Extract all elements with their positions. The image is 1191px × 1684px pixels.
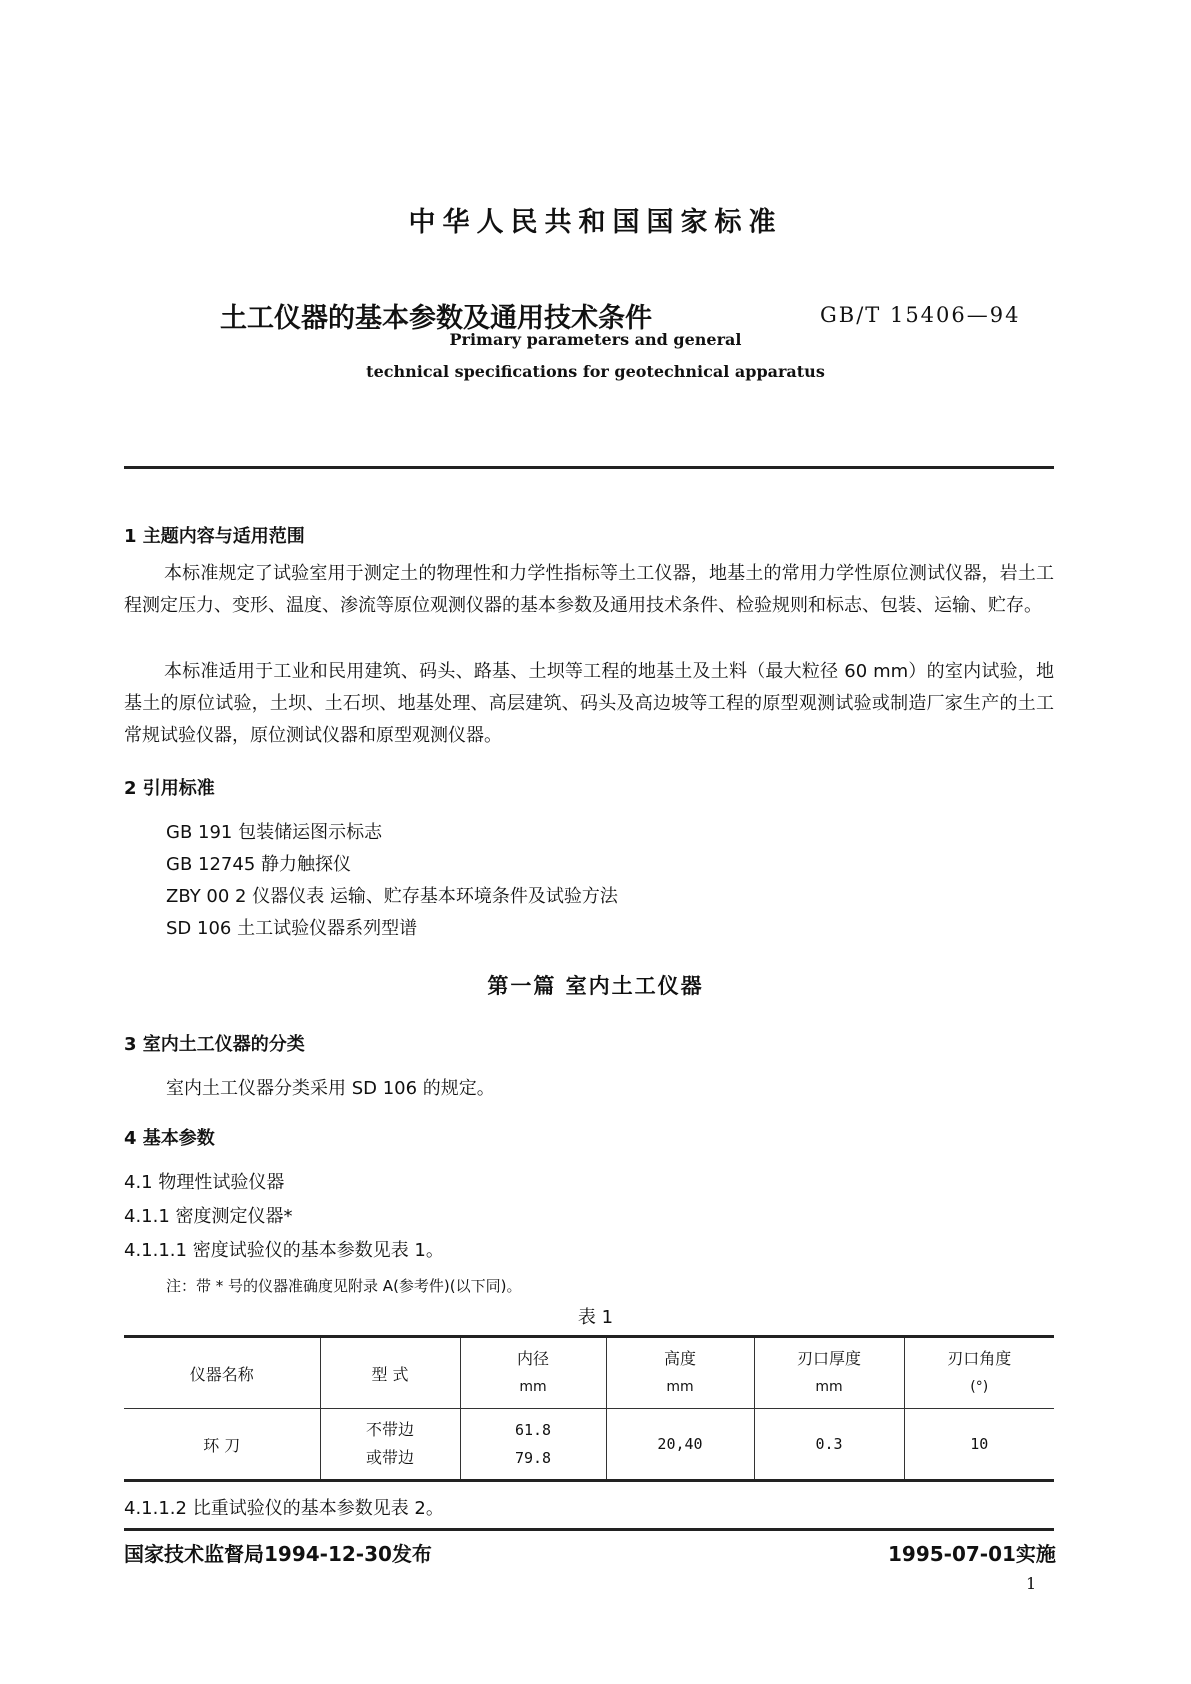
header-height-label: 高度 <box>663 1349 696 1368</box>
cell-type-line1: 不带边 <box>365 1420 414 1439</box>
page-number: 1 <box>1026 1574 1037 1593</box>
document-title-en-line2: technical specifications for geotechnical apparatus <box>366 362 825 381</box>
section-4-heading: 4 基本参数 <box>124 1128 215 1149</box>
document-title-zh: 土工仪器的基本参数及通用技术条件 <box>220 303 652 334</box>
header-edge-thickness <box>754 1337 904 1409</box>
header-divider <box>124 466 1054 469</box>
header-edge-thickness-label: 刃口厚度 <box>796 1349 861 1368</box>
table-row <box>124 1409 1054 1481</box>
table-header-row <box>124 1337 1054 1409</box>
note-text: 注：带 * 号的仪器准确度见附录 A(参考件)(以下同)。 <box>166 1277 522 1295</box>
header-edge-thickness-unit: mm <box>815 1379 843 1395</box>
section-2-heading: 2 引用标准 <box>124 778 215 799</box>
section-3-paragraph: 室内土工仪器分类采用 SD 106 的规定。 <box>166 1078 495 1099</box>
header-inner-diameter-label: 内径 <box>516 1349 549 1368</box>
section-1-heading: 1 主题内容与适用范围 <box>124 526 305 547</box>
footer-divider <box>124 1528 1054 1531</box>
document-title-en-line1: Primary parameters and general <box>449 330 742 349</box>
reference-item: SD 106 土工试验仪器系列型谱 <box>166 918 418 939</box>
section-4-1-1-2-text: 4.1.1.2 比重试验仪的基本参数见表 2。 <box>124 1498 444 1519</box>
header-edge-angle <box>904 1337 1054 1409</box>
table-1 <box>124 1335 1054 1482</box>
section-1-paragraph-1: 本标准规定了试验室用于测定土的物理性和力学性指标等土工仪器，地基土的常用力学性原位测试仪器，岩土工程测定压力、变形、温度、渗流等原位观测仪器的基本参数及通用技术条件、检验规则和标志、包装、运输、贮存。 <box>124 563 1054 616</box>
cell-edge-angle: 10 <box>904 1409 1054 1481</box>
reference-item: GB 12745 静力触探仪 <box>166 854 352 875</box>
national-standard-heading: 中华人民共和国国家标准 <box>408 207 783 238</box>
reference-item: GB 191 包装储运图示标志 <box>166 822 383 843</box>
section-4-1-1-heading: 4.1.1 密度测定仪器* <box>124 1206 293 1227</box>
issue-date: 国家技术监督局1994-12-30发布 <box>124 1542 432 1566</box>
header-instrument-name: 仪器名称 <box>189 1364 254 1384</box>
table-1-caption: 表 1 <box>577 1307 614 1328</box>
cell-inner-diameter-1: 61.8 <box>514 1421 552 1439</box>
section-4-1-heading: 4.1 物理性试验仪器 <box>124 1172 285 1193</box>
cell-height: 20,40 <box>606 1409 754 1481</box>
cell-type-line2: 或带边 <box>365 1448 414 1467</box>
cell-edge-thickness: 0.3 <box>754 1409 904 1481</box>
cell-instrument-name: 环 刀 <box>203 1435 241 1455</box>
cell-inner-diameter-2: 79.8 <box>514 1449 552 1467</box>
cell-inner-diameter <box>460 1409 606 1481</box>
header-type: 型 式 <box>320 1337 460 1409</box>
header-edge-angle-label: 刃口角度 <box>947 1349 1012 1368</box>
section-1-paragraph-2: 本标准适用于工业和民用建筑、码头、路基、土坝等工程的地基土及土料（最大粒径 60 mm）的室内试验，地基土的原位试验，土坝、土石坝、地基处理、高层建筑、码头及高边坡等工程的原型观测试验或制造厂家生产的土工常规试验仪器，原位测试仪器和原型观测仪器。 <box>124 661 1054 746</box>
header-edge-angle-unit: (°) <box>970 1379 989 1395</box>
section-4-1-1-1-text: 4.1.1.1 密度试验仪的基本参数见表 1。 <box>124 1240 444 1261</box>
header-height-unit: mm <box>666 1379 694 1395</box>
effective-date: 1995-07-01实施 <box>888 1542 1056 1566</box>
header-inner-diameter-unit: mm <box>519 1379 547 1395</box>
header-inner-diameter <box>460 1337 606 1409</box>
cell-type <box>320 1409 460 1481</box>
standard-code: GB/T 15406—94 <box>820 303 1021 327</box>
section-3-heading: 3 室内土工仪器的分类 <box>124 1034 305 1055</box>
reference-item: ZBY 00 2 仪器仪表 运输、贮存基本环境条件及试验方法 <box>166 886 618 907</box>
part-title: 第一篇 室内土工仪器 <box>487 974 704 998</box>
header-height <box>606 1337 754 1409</box>
